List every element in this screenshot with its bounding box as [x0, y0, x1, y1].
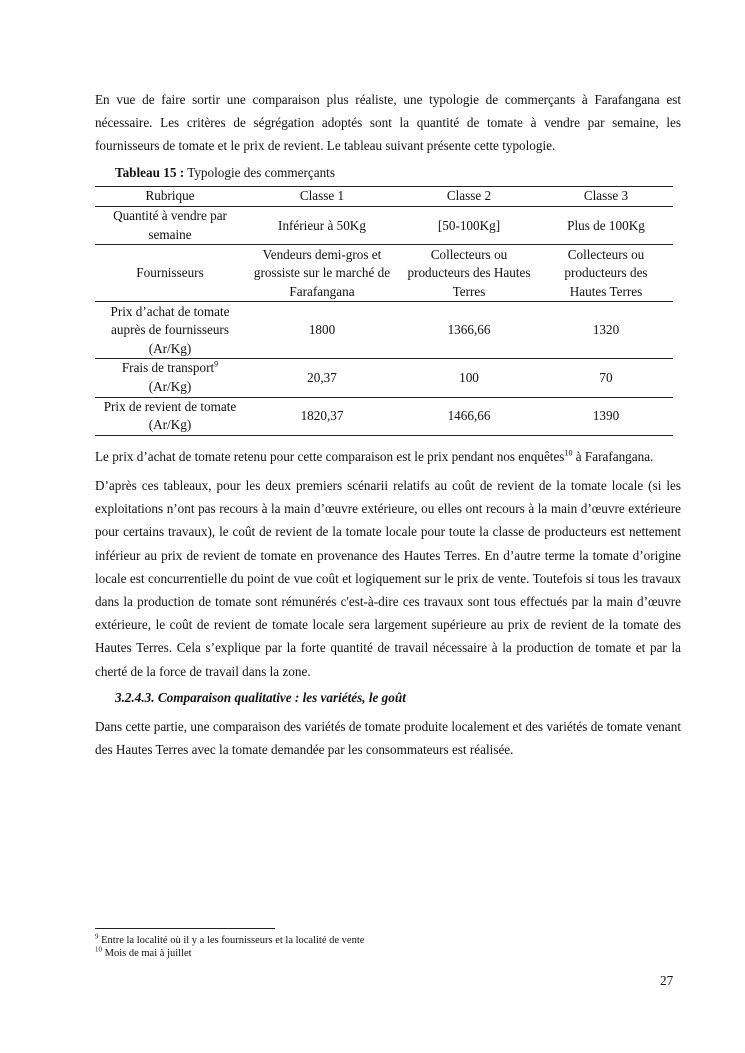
table-cell: 1466,66 [399, 397, 539, 435]
table-row [95, 359, 673, 397]
row-label-quantite: Quantité à vendre par semaine [95, 207, 245, 245]
row-label-frais-transport-text: Frais de transport [121, 360, 215, 376]
table-cell: 100 [399, 359, 539, 397]
paragraph-after-table [95, 445, 681, 468]
row-label-fournisseurs: Fournisseurs [95, 245, 245, 302]
section-paragraph: Dans cette partie, une comparaison des variétés de tomate produite localement et des variétés de tomate venant des Hautes Terres avec la tomate demandée par les consommateurs est réalisée. [95, 718, 681, 757]
header-rubrique: Rubrique [95, 186, 245, 207]
table-cell: 1390 [539, 397, 673, 435]
table-caption [115, 164, 681, 182]
footnote-text: Mois de mai à juillet [102, 948, 192, 959]
table-cell: 1366,66 [399, 302, 539, 359]
table-cell: Inférieur à 50Kg [245, 207, 399, 245]
footnote-divider [95, 928, 275, 929]
table-row [95, 397, 673, 435]
paragraph-after-table-end: à Farafangana. [572, 448, 654, 464]
footnote-ref-10: 10 [564, 448, 573, 458]
footnote-ref-9: 9 [214, 360, 219, 369]
footnotes [95, 934, 364, 960]
header-classe-2: Classe 2 [399, 186, 539, 207]
header-classe-3: Classe 3 [539, 186, 673, 207]
footnote-text: Entre la localité où il y a les fournisseurs et la localité de vente [98, 935, 365, 946]
footnote-10 [95, 947, 364, 960]
footnote-number: 9 [95, 932, 99, 941]
page-body [95, 88, 681, 767]
footnote-number: 10 [95, 945, 102, 954]
row-label-prix-revient: Prix de revient de tomate (Ar/Kg) [95, 397, 245, 435]
main-paragraph: D’après ces tableaux, pour les deux premiers scénarii relatifs au coût de revient de la tomate locale (si les exploitations n’ont pas recours à la main d’œuvre extérieure, ou elles ont recours à la main d’œuvre extérieure pour certains travaux), le coût de revient de la tomate locale pour toute la classe de producteurs est nettement inférieur au prix de revient de tomate en provenance des Hautes Terres. En d’autre terme la tomate d’origine locale est concurrentielle du point de vue coût et logiquement sur le prix de vente. Toutefois si tous les travaux dans la production de tomate sont rémunérés c'est-à-dire ces travaux sont tous effectués par la main d’œuvre extérieure, le coût de revient de tomate locale sera largement supérieure au prix de revient de la tomate des Hautes Terres. Cela s’explique par la forte quantité de travail nécessaire à la production de tomate et par la cherté de la force de travail dans la zone. [95, 477, 681, 679]
table-cell: [50-100Kg] [399, 207, 539, 245]
table-cell: Collecteurs ou producteurs des Hautes Terres [399, 245, 539, 302]
table-cell: 1320 [539, 302, 673, 359]
table-cell: 70 [539, 359, 673, 397]
header-classe-1: Classe 1 [245, 186, 399, 207]
intro-paragraph: En vue de faire sortir une comparaison plus réaliste, une typologie de commerçants à Farafangana est nécessaire. Les critères de ségrégation adoptés sont la quantité de tomate à vendre par semaine, les fournisseurs de tomate et le prix de revient. Le tableau suivant présente cette typologie. [95, 92, 681, 154]
table-row [95, 207, 673, 245]
typology-table [95, 186, 673, 436]
row-label-prix-achat: Prix d’achat de tomate auprès de fournisseurs (Ar/Kg) [95, 302, 245, 359]
table-row [95, 245, 673, 302]
table-cell: 20,37 [245, 359, 399, 397]
row-label-frais-transport-unit: (Ar/Kg) [148, 378, 192, 394]
table-caption-label: Tableau 15 : [115, 164, 185, 180]
table-cell: Plus de 100Kg [539, 207, 673, 245]
section-heading: 3.2.4.3. Comparaison qualitative : les variétés, le goût [115, 689, 406, 705]
table-header-row [95, 186, 673, 207]
table-cell: Collecteurs ou producteurs des Hautes Terres [539, 245, 673, 302]
paragraph-after-table-text: Le prix d’achat de tomate retenu pour cette comparaison est le prix pendant nos enquêtes [95, 448, 565, 464]
footnote-9 [95, 934, 364, 947]
table-caption-title: Typologie des commerçants [187, 164, 335, 180]
table-row [95, 302, 673, 359]
table-cell: 1820,37 [245, 397, 399, 435]
table-cell: 1800 [245, 302, 399, 359]
row-label-frais-transport [95, 359, 245, 397]
page-number: 27 [660, 973, 674, 988]
table-cell: Vendeurs demi-gros et grossiste sur le marché de Farafangana [245, 245, 399, 302]
